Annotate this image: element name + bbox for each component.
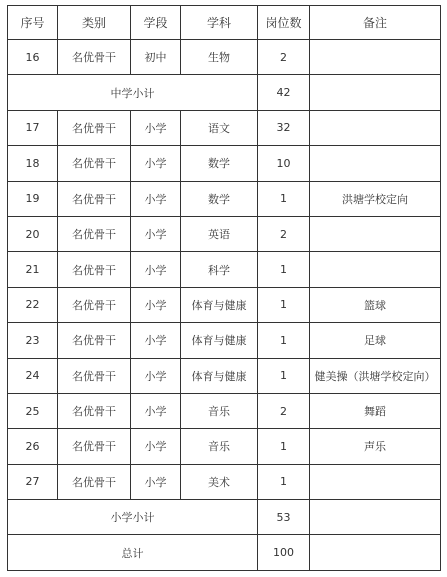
header-subject: 学科 bbox=[181, 6, 258, 40]
cell-remarks: 舞蹈 bbox=[310, 393, 441, 428]
cell-category: 名优骨干 bbox=[58, 358, 131, 393]
table-header-row bbox=[8, 6, 441, 40]
primary-subtotal-row bbox=[8, 500, 441, 535]
cell-level: 小学 bbox=[131, 216, 181, 251]
cell-remarks: 足球 bbox=[310, 323, 441, 358]
cell-remarks bbox=[310, 110, 441, 145]
cell-positions: 2 bbox=[258, 40, 310, 75]
cell-subject: 生物 bbox=[181, 40, 258, 75]
cell-level: 小学 bbox=[131, 252, 181, 287]
cell-remarks bbox=[310, 146, 441, 181]
total-positions: 100 bbox=[258, 535, 310, 570]
header-category: 类别 bbox=[58, 6, 131, 40]
positions-table bbox=[7, 5, 441, 571]
cell-subject: 音乐 bbox=[181, 393, 258, 428]
cell-level: 小学 bbox=[131, 323, 181, 358]
middle-subtotal-positions: 42 bbox=[258, 75, 310, 110]
table-row bbox=[8, 287, 441, 322]
cell-remarks: 健美操（洪塘学校定向） bbox=[310, 358, 441, 393]
cell-level: 小学 bbox=[131, 110, 181, 145]
cell-subject: 数学 bbox=[181, 146, 258, 181]
cell-subject: 英语 bbox=[181, 216, 258, 251]
cell-positions: 1 bbox=[258, 464, 310, 499]
header-remarks: 备注 bbox=[310, 6, 441, 40]
header-positions: 岗位数 bbox=[258, 6, 310, 40]
cell-subject: 体育与健康 bbox=[181, 358, 258, 393]
cell-subject: 音乐 bbox=[181, 429, 258, 464]
cell-category: 名优骨干 bbox=[58, 146, 131, 181]
cell-no: 25 bbox=[8, 393, 58, 428]
cell-no: 17 bbox=[8, 110, 58, 145]
cell-positions: 1 bbox=[258, 323, 310, 358]
cell-category: 名优骨干 bbox=[58, 464, 131, 499]
middle-subtotal-row bbox=[8, 75, 441, 110]
table-row bbox=[8, 464, 441, 499]
cell-no: 24 bbox=[8, 358, 58, 393]
cell-level: 小学 bbox=[131, 464, 181, 499]
cell-no: 22 bbox=[8, 287, 58, 322]
total-row bbox=[8, 535, 441, 570]
cell-positions: 2 bbox=[258, 393, 310, 428]
cell-level: 小学 bbox=[131, 358, 181, 393]
table-row bbox=[8, 40, 441, 75]
cell-subject: 数学 bbox=[181, 181, 258, 216]
table-row bbox=[8, 393, 441, 428]
header-level: 学段 bbox=[131, 6, 181, 40]
cell-positions: 1 bbox=[258, 287, 310, 322]
cell-positions: 1 bbox=[258, 358, 310, 393]
cell-level: 小学 bbox=[131, 287, 181, 322]
cell-remarks: 洪塘学校定向 bbox=[310, 181, 441, 216]
cell-remarks bbox=[310, 464, 441, 499]
cell-remarks bbox=[310, 216, 441, 251]
table-row bbox=[8, 181, 441, 216]
cell-category: 名优骨干 bbox=[58, 181, 131, 216]
cell-level: 小学 bbox=[131, 393, 181, 428]
cell-no: 21 bbox=[8, 252, 58, 287]
cell-remarks bbox=[310, 75, 441, 110]
cell-category: 名优骨干 bbox=[58, 216, 131, 251]
cell-level: 小学 bbox=[131, 429, 181, 464]
table-row bbox=[8, 252, 441, 287]
header-no: 序号 bbox=[8, 6, 58, 40]
cell-no: 19 bbox=[8, 181, 58, 216]
cell-no: 20 bbox=[8, 216, 58, 251]
cell-no: 16 bbox=[8, 40, 58, 75]
total-label: 总计 bbox=[8, 535, 258, 570]
table-row bbox=[8, 146, 441, 181]
cell-remarks bbox=[310, 252, 441, 287]
middle-subtotal-label: 中学小计 bbox=[8, 75, 258, 110]
cell-remarks: 声乐 bbox=[310, 429, 441, 464]
table-row bbox=[8, 110, 441, 145]
cell-positions: 1 bbox=[258, 429, 310, 464]
cell-level: 初中 bbox=[131, 40, 181, 75]
cell-level: 小学 bbox=[131, 146, 181, 181]
cell-category: 名优骨干 bbox=[58, 287, 131, 322]
cell-positions: 1 bbox=[258, 252, 310, 287]
cell-no: 18 bbox=[8, 146, 58, 181]
cell-category: 名优骨干 bbox=[58, 252, 131, 287]
positions-table-container bbox=[7, 5, 441, 571]
cell-subject: 科学 bbox=[181, 252, 258, 287]
table-row bbox=[8, 323, 441, 358]
cell-positions: 32 bbox=[258, 110, 310, 145]
cell-positions: 1 bbox=[258, 181, 310, 216]
cell-subject: 美术 bbox=[181, 464, 258, 499]
primary-subtotal-positions: 53 bbox=[258, 500, 310, 535]
cell-no: 26 bbox=[8, 429, 58, 464]
cell-subject: 语文 bbox=[181, 110, 258, 145]
table-row bbox=[8, 358, 441, 393]
cell-category: 名优骨干 bbox=[58, 323, 131, 358]
cell-subject: 体育与健康 bbox=[181, 323, 258, 358]
primary-subtotal-label: 小学小计 bbox=[8, 500, 258, 535]
cell-remarks: 篮球 bbox=[310, 287, 441, 322]
table-row bbox=[8, 429, 441, 464]
cell-level: 小学 bbox=[131, 181, 181, 216]
cell-no: 27 bbox=[8, 464, 58, 499]
cell-category: 名优骨干 bbox=[58, 40, 131, 75]
cell-positions: 2 bbox=[258, 216, 310, 251]
cell-remarks bbox=[310, 40, 441, 75]
cell-category: 名优骨干 bbox=[58, 110, 131, 145]
cell-positions: 10 bbox=[258, 146, 310, 181]
cell-subject: 体育与健康 bbox=[181, 287, 258, 322]
cell-no: 23 bbox=[8, 323, 58, 358]
table-row bbox=[8, 216, 441, 251]
cell-category: 名优骨干 bbox=[58, 429, 131, 464]
cell-category: 名优骨干 bbox=[58, 393, 131, 428]
cell-remarks bbox=[310, 535, 441, 570]
cell-remarks bbox=[310, 500, 441, 535]
